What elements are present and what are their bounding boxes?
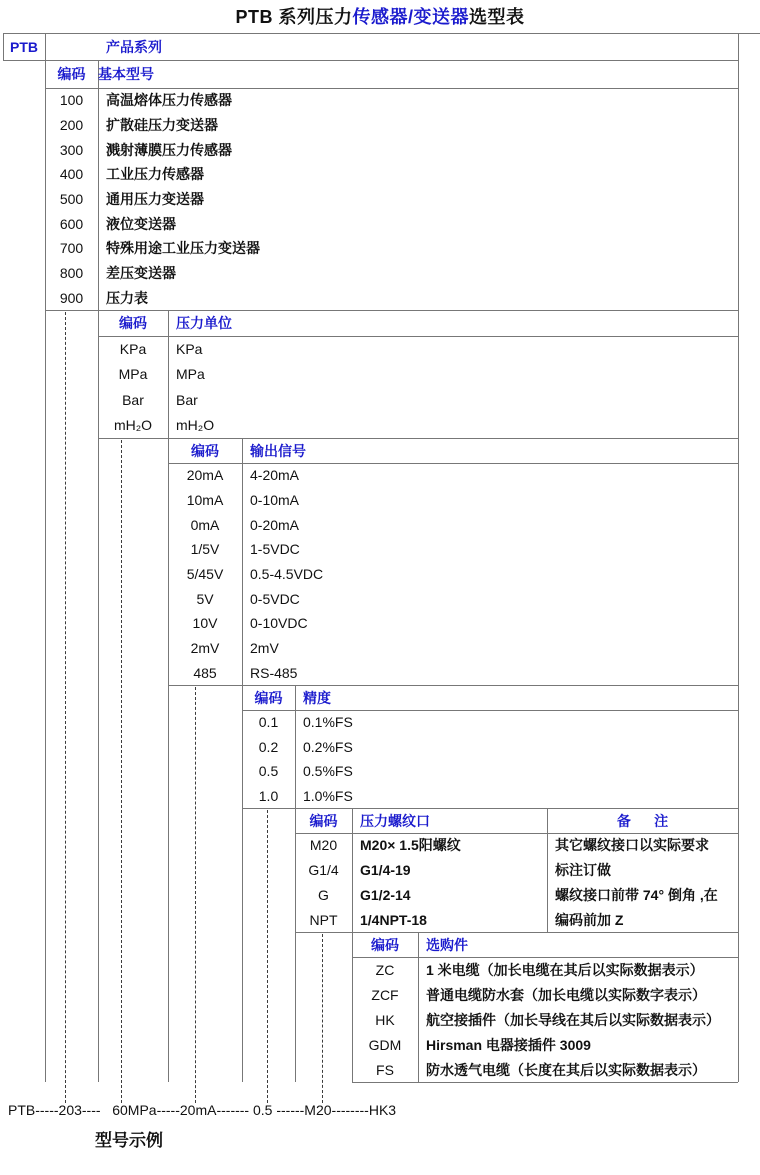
value-cell: 扩散硅压力变送器 xyxy=(106,117,218,133)
table-row xyxy=(168,586,738,611)
t1-value-header: 基本型号 xyxy=(98,66,154,82)
value-cell: MPa xyxy=(176,366,205,383)
value-cell: 高温熔体压力传感器 xyxy=(106,92,232,109)
t5-note-header: 备 注 xyxy=(616,812,669,829)
value-cell: RS-485 xyxy=(250,664,298,681)
value-cell: 2mV xyxy=(250,640,279,657)
code-cell: G1/4 xyxy=(308,862,339,879)
table-row xyxy=(45,137,738,162)
value-cell: 1/4NPT-18 xyxy=(360,911,427,928)
t6-code-header: 编码 xyxy=(371,936,399,953)
title-suffix: 选型表 xyxy=(469,7,525,27)
table-row xyxy=(352,957,738,982)
t3-value-header: 输出信号 xyxy=(250,442,306,459)
t3-body xyxy=(168,463,738,685)
code-cell: Bar xyxy=(122,391,144,408)
dashed-connector-line xyxy=(195,687,196,1103)
code-cell: 20mA xyxy=(186,467,224,484)
t4-value-header: 精度 xyxy=(303,689,331,706)
value-cell: 航空接插件（加长导线在其后以实际数据表示） xyxy=(426,1011,720,1028)
code-cell: GDM xyxy=(368,1036,402,1053)
t5-code-header: 编码 xyxy=(309,812,338,829)
table-row xyxy=(168,636,738,661)
product-code-cell: PTB xyxy=(10,38,38,55)
value-cell: mH₂O xyxy=(176,417,215,434)
code-cell: 800 xyxy=(59,265,84,282)
value-cell: 1 米电缆（加长电缆在其后以实际数据表示） xyxy=(426,961,704,978)
code-cell: 485 xyxy=(193,664,217,681)
table-row xyxy=(168,611,738,636)
code-cell: 0mA xyxy=(190,516,220,533)
value-cell: 0-20mA xyxy=(250,516,300,533)
t3-code-header: 编码 xyxy=(191,442,219,459)
dashed-connector-line xyxy=(121,440,122,1103)
code-cell: 1.0 xyxy=(258,787,279,804)
value-cell: 0-10mA xyxy=(250,492,300,508)
code-cell: 200 xyxy=(59,117,84,133)
code-cell: KPa xyxy=(119,340,147,357)
code-cell: ZCF xyxy=(371,986,399,1003)
title-prefix: PTB 系列压力 xyxy=(235,7,353,27)
code-cell: NPT xyxy=(309,911,338,928)
table-row xyxy=(295,833,738,858)
value-cell: 防水透气电缆（长度在其后以实际数据表示） xyxy=(426,1061,706,1078)
code-cell: 10V xyxy=(192,615,218,632)
value-cell: 通用压力变送器 xyxy=(106,191,204,208)
example-caption: 型号示例 xyxy=(95,1131,163,1150)
value-cell: G1/2-14 xyxy=(360,886,411,903)
value-cell: 0.2%FS xyxy=(303,738,353,755)
code-cell: 400 xyxy=(59,166,84,183)
table-row xyxy=(242,759,738,784)
table-row xyxy=(98,336,738,362)
value-cell: 1-5VDC xyxy=(250,541,300,558)
table-row xyxy=(295,907,738,932)
value-cell: 0.5%FS xyxy=(303,763,353,780)
code-cell: 300 xyxy=(59,141,84,158)
code-cell: FS xyxy=(376,1061,394,1078)
code-cell: mH₂O xyxy=(113,417,153,434)
value-cell: 0.1%FS xyxy=(303,714,353,731)
dashed-connector-line xyxy=(322,934,323,1103)
table-row xyxy=(242,784,738,809)
t1-code-header: 编码 xyxy=(57,66,86,82)
code-cell: G xyxy=(318,886,329,903)
code-cell: 500 xyxy=(59,191,84,208)
code-cell: 1/5V xyxy=(190,541,220,558)
code-cell: 600 xyxy=(59,215,84,232)
dashed-connector-line xyxy=(65,312,66,1103)
title-highlight: 传感器/变送器 xyxy=(352,7,470,27)
code-cell: 0.2 xyxy=(258,738,279,755)
table-row xyxy=(45,285,738,310)
code-cell: 5/45V xyxy=(186,566,224,583)
value-cell: 溅射薄膜压力传感器 xyxy=(106,141,232,158)
table-row xyxy=(352,982,738,1007)
page-title xyxy=(0,3,760,29)
table-row xyxy=(168,463,738,488)
value-cell: 特殊用途工业压力变送器 xyxy=(106,240,260,257)
value-cell: 0-5VDC xyxy=(250,590,300,607)
value-cell: Bar xyxy=(176,391,198,408)
value-cell: G1/4-19 xyxy=(360,862,411,879)
t5-body xyxy=(295,833,738,932)
code-cell: 10mA xyxy=(186,492,224,508)
table-row xyxy=(295,883,738,908)
table-row xyxy=(295,858,738,883)
table-row xyxy=(168,660,738,685)
t5-value-header: 压力螺纹口 xyxy=(360,812,430,829)
value-cell: 1.0%FS xyxy=(303,787,353,804)
value-cell: 工业压力传感器 xyxy=(106,166,204,183)
table-row xyxy=(45,162,738,187)
table-row xyxy=(45,261,738,286)
example-model-string: PTB-----203---- 60MPa-----20mA------- 0.5 ------M20--------HK3 xyxy=(8,1102,397,1118)
t4-body xyxy=(242,710,738,808)
code-cell: 2mV xyxy=(190,640,220,657)
note-cell: 螺纹接口前带 74° 倒角 ,在 xyxy=(555,886,718,903)
table-row xyxy=(242,735,738,760)
code-cell: M20 xyxy=(309,837,338,854)
table-row xyxy=(242,710,738,735)
t1-body xyxy=(45,88,738,310)
table-row xyxy=(98,362,738,388)
t2-value-header: 压力单位 xyxy=(176,315,232,331)
code-cell: 900 xyxy=(59,289,84,306)
border-line xyxy=(352,1082,738,1083)
table-row xyxy=(352,1007,738,1032)
value-cell: 0-10VDC xyxy=(250,615,308,632)
code-cell: 700 xyxy=(59,240,84,257)
dashed-connector-line xyxy=(267,810,268,1103)
value-cell: 4-20mA xyxy=(250,467,300,484)
table-row xyxy=(352,1057,738,1082)
note-cell: 其它螺纹接口以实际要求 xyxy=(555,837,709,854)
value-cell: 0.5-4.5VDC xyxy=(250,566,324,583)
code-cell: 5V xyxy=(196,590,214,607)
table-row xyxy=(168,537,738,562)
t2-body xyxy=(98,336,738,438)
value-cell: 普通电缆防水套（加长电缆以实际数字表示） xyxy=(426,986,706,1003)
table-row xyxy=(45,211,738,236)
t2-code-header: 编码 xyxy=(119,315,147,331)
table-row xyxy=(168,488,738,513)
table-row xyxy=(45,88,738,113)
table-row xyxy=(98,387,738,413)
code-cell: 0.1 xyxy=(258,714,279,731)
note-cell: 编码前加 Z xyxy=(555,911,624,928)
value-cell: Hirsman 电器接插件 3009 xyxy=(426,1036,591,1053)
code-cell: ZC xyxy=(375,961,395,978)
value-cell: M20× 1.5阳螺纹 xyxy=(360,837,461,854)
table-row xyxy=(98,413,738,439)
value-cell: KPa xyxy=(176,340,203,357)
table-row xyxy=(168,562,738,587)
table-row xyxy=(45,187,738,212)
code-cell: HK xyxy=(375,1011,395,1028)
value-cell: 压力表 xyxy=(106,289,148,306)
t6-body xyxy=(352,957,738,1082)
code-cell: MPa xyxy=(118,366,148,383)
table-row xyxy=(352,1032,738,1057)
product-series-label: 产品系列 xyxy=(106,38,162,55)
t4-code-header: 编码 xyxy=(254,689,283,706)
t6-value-header: 选购件 xyxy=(426,936,468,953)
table-row xyxy=(168,512,738,537)
table-row xyxy=(45,236,738,261)
table-row xyxy=(45,113,738,138)
value-cell: 液位变送器 xyxy=(106,215,176,232)
value-cell: 差压变送器 xyxy=(106,265,176,282)
code-cell: 0.5 xyxy=(258,763,279,780)
code-cell: 100 xyxy=(59,92,84,109)
note-cell: 标注订做 xyxy=(555,862,611,879)
